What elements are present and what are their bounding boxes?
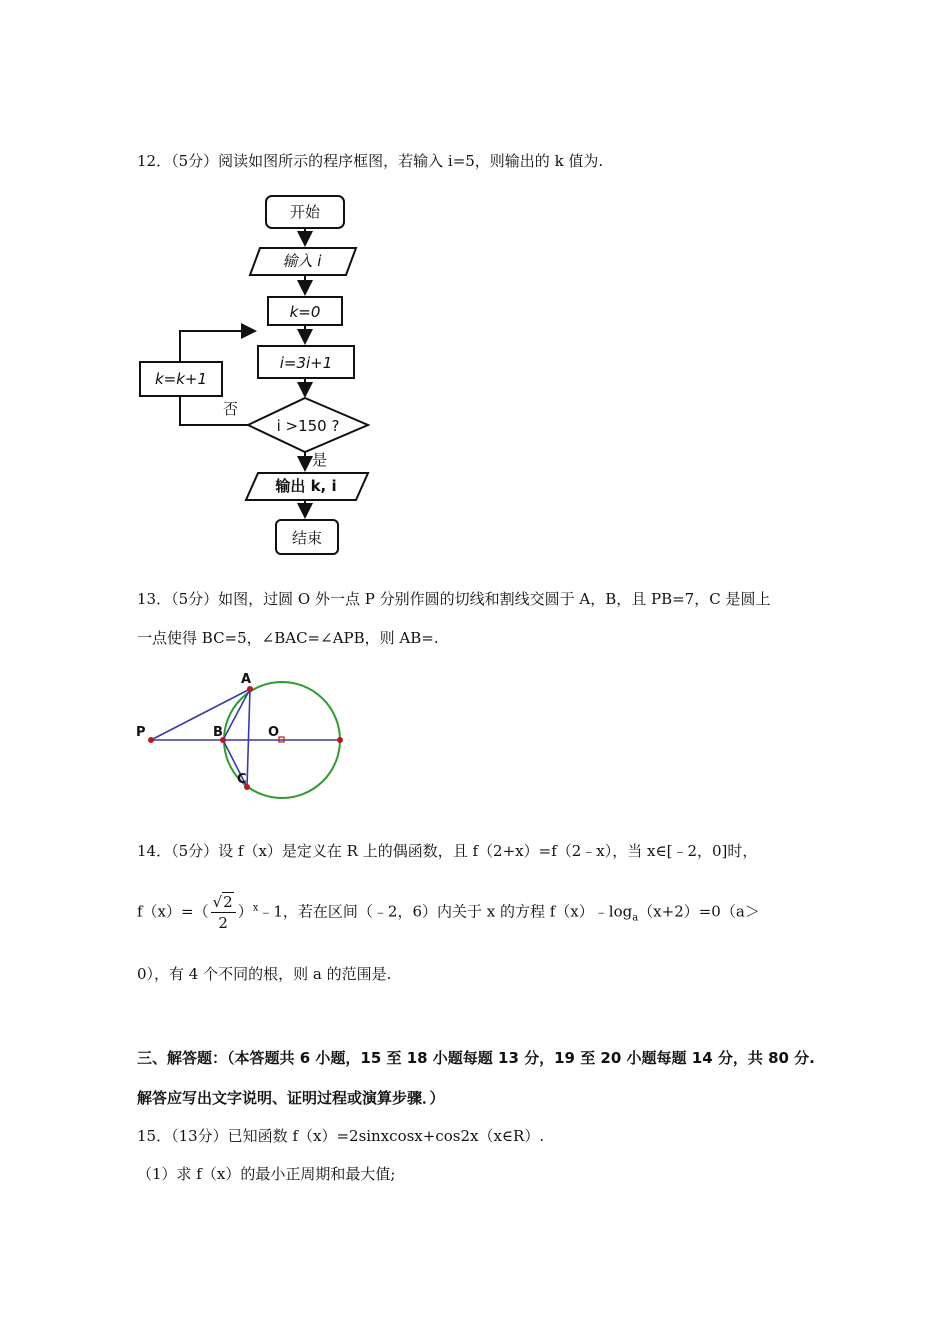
- flow-output-label: 输出 k, i: [275, 477, 337, 495]
- line-ac: [247, 689, 250, 787]
- flow-increment-label: k=k+1: [154, 370, 208, 388]
- q14-line3: 0），有 4 个不同的根，则 a 的范围是.: [137, 965, 392, 983]
- section3-heading-line1: 三、解答题：（本答题共 6 小题，15 至 18 小题每题 13 分，19 至 20 小题每题 14 分，共 80 分.: [137, 1049, 815, 1067]
- sqrt2-over-2-fraction: $\frac{√2}{2}$: [211, 893, 236, 932]
- q13-text-line1: 13．（5分）如图，过圆 O 外一点 P 分别作圆的切线和割线交圆于 A，B，且 PB=7，C 是圆上: [137, 590, 771, 608]
- q15-part1: （1）求 f（x）的最小正周期和最大值;: [137, 1165, 396, 1183]
- q15-text: 15．（13分）已知函数 f（x）=2sinxcosx+cos2x（x∈R）.: [137, 1127, 545, 1145]
- circle-figure: [0, 665, 950, 815]
- point-d: [337, 737, 343, 743]
- label-b: B: [213, 725, 223, 740]
- section3-heading-line2: 解答应写出文字说明、证明过程或演算步骤．）: [137, 1089, 445, 1107]
- flow-init-label: k=0: [289, 303, 321, 321]
- flow-condition-label: i >150 ?: [276, 417, 340, 435]
- q14-line2: f（x）=（ $\frac{√2}{2}$ ）$^x$﹣1，若在区间（﹣2，6）内关于 x 的方程 $f(x)﹣\log_a(x+2)=0(a>$: [137, 893, 760, 932]
- q14-line1: 14．（5分）设 f（x）是定义在 R 上的偶函数，且 f（2+x）=f（2﹣x），当 x∈[﹣2，0]时，: [137, 842, 758, 860]
- q14-equation-suffix: （x+2）=0（a＞: [638, 902, 760, 921]
- flowchart: [0, 185, 950, 605]
- flow-input-label: 输入 i: [282, 252, 322, 270]
- line-pa: [151, 689, 250, 740]
- q14-equation-mid: ﹣1，若在区间（﹣2，6）内关于 x 的方程 f（x）﹣log: [258, 902, 633, 921]
- label-p: P: [136, 725, 146, 740]
- label-c: C: [237, 772, 247, 787]
- label-o: O: [268, 725, 280, 740]
- label-a: A: [241, 672, 252, 687]
- flow-end-label: 结束: [291, 529, 323, 547]
- point-p: [148, 737, 154, 743]
- flow-no-label: 否: [223, 400, 239, 418]
- flow-yes-label: 是: [312, 451, 328, 469]
- q14-fx-prefix: f（x）=（: [137, 902, 209, 921]
- exponent-x: x: [252, 902, 259, 914]
- q12-text: 12．（5分）阅读如图所示的程序框图，若输入 i=5，则输出的 k 值为.: [137, 152, 604, 170]
- frac-denominator: 2: [218, 914, 228, 932]
- q13-text-line2: 一点使得 BC=5，∠BAC=∠APB，则 AB=.: [137, 629, 439, 647]
- log-base-a: a: [632, 912, 639, 924]
- flow-update-label: i=3i+1: [279, 354, 333, 372]
- frac-numerator: 2: [223, 893, 233, 911]
- flow-start-label: 开始: [289, 203, 321, 221]
